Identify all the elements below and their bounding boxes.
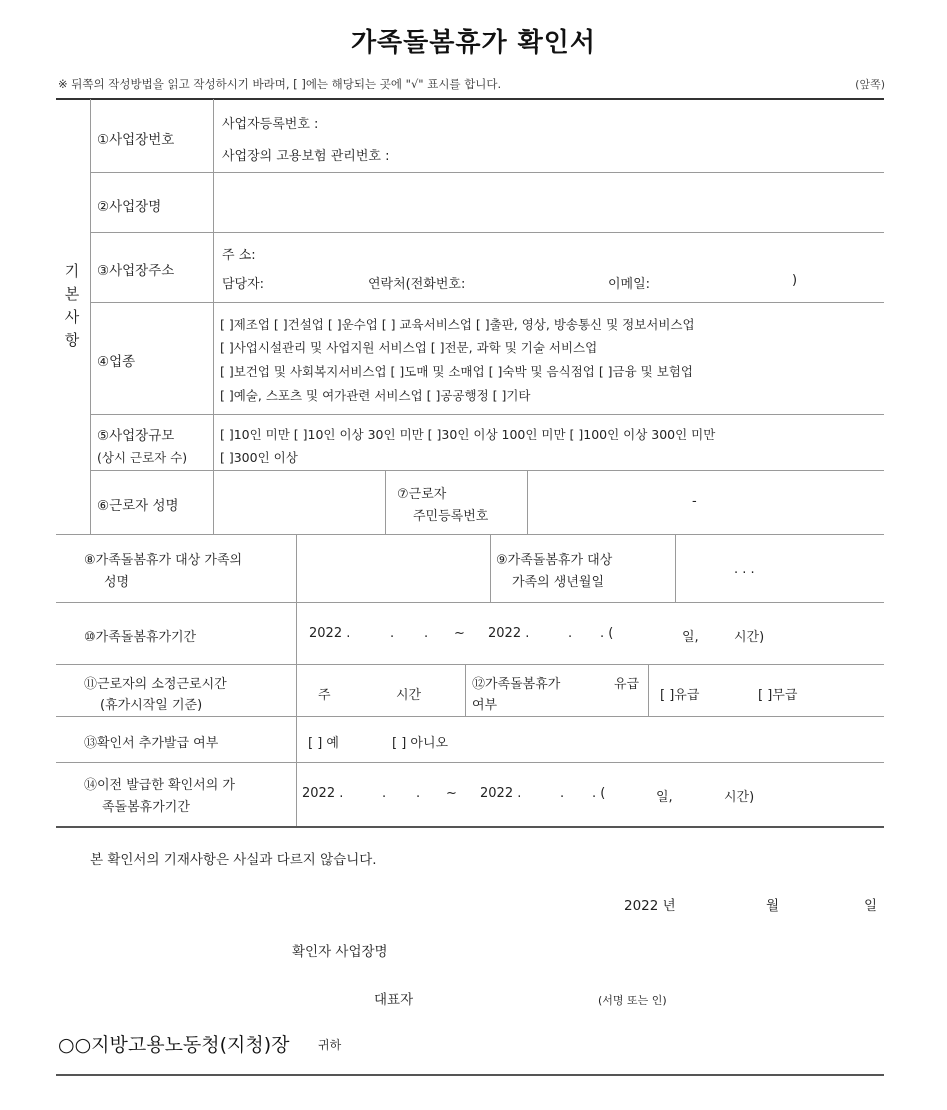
contracted-hours-label: ⑪근로자의 소정근로시간 bbox=[84, 677, 227, 692]
industry-options-line[interactable]: [ ]예술, 스포츠 및 여가관련 서비스업 [ ]공공행정 [ ]기타 bbox=[220, 388, 531, 403]
family-birthdate-label: 가족의 생년월일 bbox=[512, 575, 605, 590]
leave-start-year[interactable]: 2022 . bbox=[309, 626, 351, 641]
page-side-label: (앞쪽) bbox=[855, 78, 885, 91]
rule-r2 bbox=[90, 232, 884, 233]
paid-leave-label: ⑫가족돌봄휴가 bbox=[472, 677, 561, 692]
leave-end-dot: . bbox=[568, 626, 573, 641]
side-char: 사 bbox=[64, 308, 80, 326]
leave-start-dot: . bbox=[424, 626, 429, 641]
rule-r6-b bbox=[527, 471, 528, 534]
rule-label-col bbox=[213, 99, 214, 534]
family-birthdate-field[interactable]: . . . bbox=[734, 562, 755, 577]
rule-end bbox=[56, 1074, 884, 1076]
contact-close-paren: ) bbox=[792, 273, 798, 288]
rule-r4 bbox=[90, 414, 884, 415]
paid-checkbox[interactable]: [ ]유급 bbox=[660, 688, 700, 703]
worker-name-field[interactable] bbox=[215, 472, 383, 533]
previous-days-unit[interactable]: 일, bbox=[656, 790, 673, 805]
previous-start-dot: . bbox=[416, 786, 421, 801]
unpaid-checkbox[interactable]: [ ]무급 bbox=[758, 688, 798, 703]
date-month[interactable]: 월 bbox=[766, 898, 780, 914]
side-char: 본 bbox=[64, 285, 80, 303]
rule-side-col bbox=[90, 99, 91, 534]
previous-hours-unit[interactable]: 시간) bbox=[724, 790, 755, 805]
side-char: 기 bbox=[64, 262, 80, 280]
previous-end-year[interactable]: 2022 . bbox=[480, 786, 522, 801]
worker-rrn-field[interactable]: - bbox=[692, 494, 697, 509]
email-field[interactable]: 이메일: bbox=[608, 277, 651, 292]
rule-r5 bbox=[90, 470, 884, 471]
rule-r11 bbox=[56, 716, 884, 717]
leave-period-label: ⑩가족돌봄휴가기간 bbox=[84, 630, 197, 645]
industry-options-line[interactable]: [ ]제조업 [ ]건설업 [ ]운수업 [ ] 교육서비스업 [ ]출판, 영상, 방송통신 및 정보서비스업 bbox=[220, 317, 695, 332]
rule-r8 bbox=[56, 602, 884, 603]
basic-info-section-label bbox=[60, 260, 84, 352]
rule-r10 bbox=[56, 664, 884, 665]
family-name-field[interactable] bbox=[298, 536, 488, 601]
business-size-options[interactable]: [ ]300인 이상 bbox=[220, 450, 298, 465]
manager-field[interactable]: 담당자: bbox=[222, 277, 265, 292]
date-year[interactable]: 2022 년 bbox=[624, 898, 676, 914]
form-title: 가족돌봄휴가 확인서 bbox=[350, 28, 597, 58]
family-name-label: 성명 bbox=[104, 575, 130, 590]
instruction-note: ※ 뒤쪽의 작성방법을 읽고 작성하시기 바라며, [ ]에는 해당되는 곳에 "√" 표시를 합니다. bbox=[58, 77, 502, 91]
previous-period-tilde: ~ bbox=[446, 786, 457, 801]
date-day[interactable]: 일 bbox=[864, 898, 878, 914]
rule-lower-col bbox=[296, 535, 297, 826]
business-size-label: ⑤사업장규모 bbox=[97, 428, 175, 444]
leave-end-paren: . ( bbox=[600, 626, 614, 641]
rule-bottom bbox=[56, 826, 884, 828]
recipient-honorific: 귀하 bbox=[318, 1038, 342, 1052]
previous-period-label: 족돌봄휴가기간 bbox=[102, 800, 190, 815]
paid-leave-label: 유급 bbox=[614, 677, 640, 692]
leave-hours-unit[interactable]: 시간) bbox=[734, 630, 765, 645]
recipient-office: ○○지방고용노동청(지청)장 bbox=[58, 1034, 290, 1056]
business-name-field[interactable] bbox=[215, 174, 883, 231]
worker-rrn-label: ⑦근로자 bbox=[397, 487, 447, 502]
business-name-label: ②사업장명 bbox=[97, 199, 162, 215]
previous-end-dot: . bbox=[560, 786, 565, 801]
signature-hint: (서명 또는 인) bbox=[598, 994, 667, 1007]
side-char: 항 bbox=[64, 331, 80, 349]
leave-days-unit[interactable]: 일, bbox=[682, 630, 699, 645]
worker-rrn-label: 주민등록번호 bbox=[413, 509, 489, 524]
worker-name-label: ⑥근로자 성명 bbox=[97, 498, 179, 514]
representative-label[interactable]: 대표자 bbox=[374, 992, 414, 1008]
previous-end-paren: . ( bbox=[592, 786, 606, 801]
industry-options-line[interactable]: [ ]보건업 및 사회복지서비스업 [ ]도매 및 소매업 [ ]숙박 및 음식점업 [ ]금융 및 보험업 bbox=[220, 364, 693, 379]
industry-options-line[interactable]: [ ]사업시설관리 및 사업지원 서비스업 [ ]전문, 과학 및 기술 서비스업 bbox=[220, 340, 598, 355]
rule-r11-a bbox=[465, 665, 466, 716]
business-size-options[interactable]: [ ]10인 미만 [ ]10인 이상 30인 미만 [ ]30인 이상 100인 미만 [ ]100인 이상 300인 미만 bbox=[220, 427, 716, 442]
rule-r13 bbox=[56, 762, 884, 763]
industry-label: ④업종 bbox=[97, 354, 136, 370]
family-birthdate-label: ⑨가족돌봄휴가 대상 bbox=[496, 553, 613, 568]
week-label: 주 bbox=[318, 688, 331, 703]
rule-r11-b bbox=[648, 665, 649, 716]
address-field[interactable]: 주 소: bbox=[222, 248, 256, 263]
leave-start-dot: . bbox=[390, 626, 395, 641]
rule-top bbox=[56, 98, 884, 100]
business-address-label: ③사업장주소 bbox=[97, 263, 175, 279]
previous-start-year[interactable]: 2022 . bbox=[302, 786, 344, 801]
rule-r3 bbox=[90, 302, 884, 303]
rule-r1 bbox=[90, 172, 884, 173]
confirmer-business-name[interactable]: 확인자 사업장명 bbox=[292, 944, 388, 960]
rule-r6-a bbox=[385, 471, 386, 534]
business-number-label: ①사업장번호 bbox=[97, 132, 175, 148]
paid-leave-label: 여부 bbox=[472, 698, 498, 713]
business-size-sublabel: (상시 근로자 수) bbox=[97, 450, 188, 465]
leave-end-year[interactable]: 2022 . bbox=[488, 626, 530, 641]
contracted-hours-field[interactable]: 시간 bbox=[396, 688, 422, 703]
additional-issue-yes[interactable]: [ ] 예 bbox=[308, 736, 339, 751]
certification-statement: 본 확인서의 기재사항은 사실과 다르지 않습니다. bbox=[90, 852, 377, 868]
additional-issue-no[interactable]: [ ] 아니오 bbox=[392, 736, 449, 751]
rule-r6 bbox=[56, 534, 884, 535]
additional-issue-label: ⑬확인서 추가발급 여부 bbox=[84, 736, 219, 751]
contracted-hours-label: (휴가시작일 기준) bbox=[100, 698, 203, 713]
leave-period-tilde: ~ bbox=[454, 626, 465, 641]
rule-r8-b bbox=[675, 535, 676, 602]
contact-phone-field[interactable]: 연락처(전화번호: bbox=[368, 277, 466, 292]
family-name-label: ⑧가족돌봄휴가 대상 가족의 bbox=[84, 553, 243, 568]
previous-start-dot: . bbox=[382, 786, 387, 801]
previous-period-label: ⑭이전 발급한 확인서의 가 bbox=[84, 778, 235, 793]
rule-r8-a bbox=[490, 535, 491, 602]
employment-insurance-number-field[interactable]: 사업장의 고용보험 관리번호 : bbox=[222, 149, 390, 164]
business-registration-number-field[interactable]: 사업자등록번호 : bbox=[222, 117, 319, 132]
